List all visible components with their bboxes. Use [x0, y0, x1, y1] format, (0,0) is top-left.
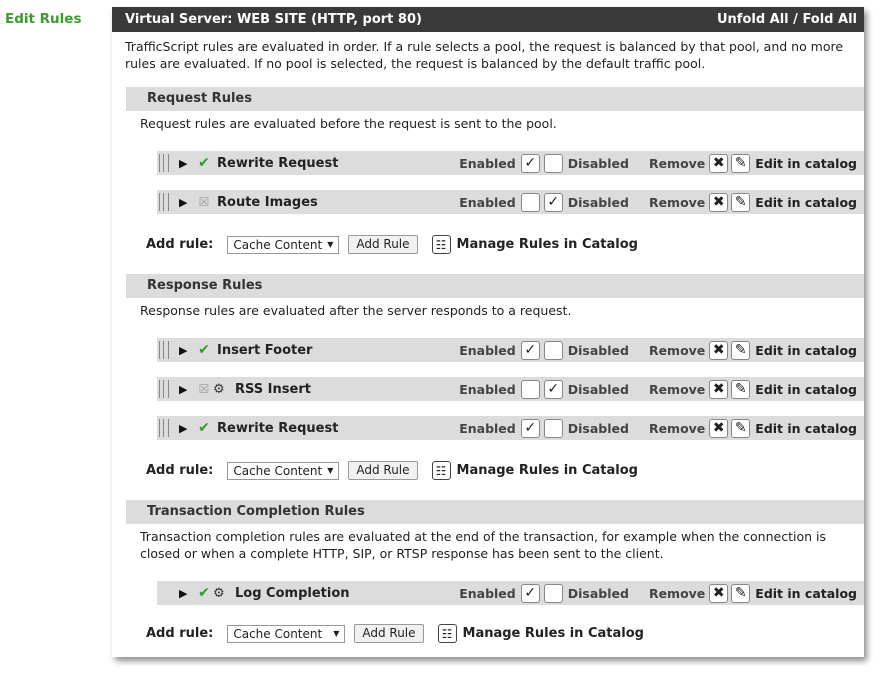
rule-select[interactable] [227, 236, 339, 254]
enabled-radio[interactable]: ✓ [521, 419, 540, 438]
rule-row [157, 338, 864, 362]
drag-handle-icon[interactable] [159, 419, 169, 437]
rule-controls [459, 341, 864, 360]
add-rule-button[interactable]: Add Rule [348, 235, 417, 254]
enabled-radio[interactable]: ✓ [521, 154, 540, 173]
enabled-check-icon: ✔ [198, 342, 210, 358]
rule-select-value: Cache Content [233, 237, 323, 252]
add-rule-button[interactable]: Add Rule [354, 624, 423, 643]
completion-rules-section [126, 500, 864, 641]
enabled-label: Enabled [459, 585, 516, 601]
drag-handle-icon[interactable] [159, 193, 169, 211]
add-rule-row [146, 461, 638, 480]
edit-pencil-icon[interactable]: ✎ [731, 380, 750, 399]
edit-pencil-icon[interactable]: ✎ [731, 419, 750, 438]
rule-name: Log Completion [235, 585, 350, 601]
rule-row [157, 416, 864, 440]
manage-rules-link[interactable]: Manage Rules in Catalog [462, 626, 644, 641]
edit-in-catalog-link[interactable]: Edit in catalog [755, 194, 857, 210]
add-rule-label: Add rule: [146, 463, 214, 478]
rule-row [157, 190, 864, 214]
disabled-radio[interactable]: ✓ [544, 193, 563, 212]
manage-rules-link[interactable]: Manage Rules in Catalog [456, 237, 638, 252]
enabled-check-icon: ✔ [198, 155, 210, 171]
disabled-x-icon: ☒ [198, 195, 210, 209]
enabled-radio[interactable] [521, 380, 540, 399]
expand-triangle-icon[interactable]: ▶ [179, 421, 188, 435]
rule-select[interactable] [227, 462, 339, 480]
section-description: Response rules are evaluated after the server responds to a request. [140, 303, 572, 318]
intro-text: TrafficScript rules are evaluated in order. If a rule selects a pool, the request is balanced by that pool, and no more rules are evaluated. If no pool is selected, the request is balanced by the default traffic pool. [125, 39, 844, 71]
expand-triangle-icon[interactable]: ▶ [179, 343, 188, 357]
clipboard-icon: ☷ [432, 461, 451, 480]
expand-triangle-icon[interactable]: ▶ [179, 382, 188, 396]
disabled-radio[interactable] [544, 154, 563, 173]
clipboard-icon: ☷ [438, 624, 457, 643]
disabled-label: Disabled [567, 155, 629, 171]
edit-pencil-icon[interactable]: ✎ [731, 193, 750, 212]
remove-icon[interactable]: ✖ [709, 584, 728, 603]
gear-icon: ⚙ [213, 381, 225, 397]
rule-row [157, 581, 864, 605]
expand-triangle-icon[interactable]: ▶ [179, 156, 188, 170]
rule-controls [459, 380, 864, 399]
remove-label: Remove [648, 420, 706, 436]
manage-rules-link[interactable]: Manage Rules in Catalog [456, 463, 638, 478]
enabled-check-icon: ✔ [198, 585, 210, 601]
disabled-x-icon: ☒ [198, 382, 210, 396]
response-rules-section [126, 274, 864, 478]
section-title: Response Rules [126, 274, 864, 298]
rule-row [157, 377, 864, 401]
remove-icon[interactable]: ✖ [709, 193, 728, 212]
clipboard-icon: ☷ [432, 235, 451, 254]
add-rule-label: Add rule: [146, 626, 214, 641]
enabled-label: Enabled [459, 155, 516, 171]
chevron-down-icon: ▼ [327, 240, 334, 249]
remove-label: Remove [648, 381, 706, 397]
edit-in-catalog-link[interactable]: Edit in catalog [755, 381, 857, 397]
virtual-server-panel [112, 7, 864, 657]
edit-in-catalog-link[interactable]: Edit in catalog [755, 342, 857, 358]
rule-controls [459, 154, 864, 173]
edit-pencil-icon[interactable]: ✎ [731, 584, 750, 603]
expand-triangle-icon[interactable]: ▶ [179, 586, 188, 600]
rule-name: Route Images [217, 194, 318, 210]
section-title: Request Rules [126, 87, 864, 111]
rule-name: Rewrite Request [217, 420, 339, 436]
rule-select[interactable] [227, 625, 345, 643]
edit-in-catalog-link[interactable]: Edit in catalog [755, 155, 857, 171]
remove-label: Remove [648, 155, 706, 171]
gear-icon: ⚙ [213, 585, 225, 601]
remove-label: Remove [648, 585, 706, 601]
virtual-server-title: Virtual Server: WEB SITE (HTTP, port 80) [125, 12, 422, 27]
page-title: Edit Rules [5, 11, 82, 27]
section-title: Transaction Completion Rules [126, 500, 864, 524]
edit-in-catalog-link[interactable]: Edit in catalog [755, 585, 857, 601]
rule-row [157, 151, 864, 175]
enabled-label: Enabled [459, 420, 516, 436]
enabled-label: Enabled [459, 381, 516, 397]
expand-triangle-icon[interactable]: ▶ [179, 195, 188, 209]
rule-name: RSS Insert [235, 381, 311, 397]
section-description: Transaction completion rules are evaluated at the end of the transaction, for example when the connection is closed or when a complete HTTP, SIP, or RTSP response has been sent to the client. [140, 529, 826, 561]
drag-handle-icon[interactable] [159, 380, 169, 398]
add-rule-label: Add rule: [146, 237, 214, 252]
disabled-label: Disabled [567, 585, 629, 601]
rule-select-value: Cache Content [233, 463, 323, 478]
rule-name: Insert Footer [217, 342, 313, 358]
chevron-down-icon: ▼ [327, 466, 334, 475]
panel-header [112, 7, 864, 32]
disabled-radio[interactable]: ✓ [544, 380, 563, 399]
add-rule-row [146, 624, 644, 643]
enabled-check-icon: ✔ [198, 420, 210, 436]
disabled-radio[interactable] [544, 584, 563, 603]
enabled-radio[interactable]: ✓ [521, 584, 540, 603]
rule-controls [459, 584, 864, 603]
disabled-radio[interactable] [544, 419, 563, 438]
chevron-down-icon: ▼ [333, 629, 340, 638]
remove-label: Remove [648, 342, 706, 358]
remove-icon[interactable]: ✖ [709, 154, 728, 173]
drag-handle-icon[interactable] [159, 341, 169, 359]
edit-pencil-icon[interactable]: ✎ [731, 341, 750, 360]
section-description: Request rules are evaluated before the request is sent to the pool. [140, 116, 557, 131]
enabled-label: Enabled [459, 194, 516, 210]
enabled-label: Enabled [459, 342, 516, 358]
disabled-label: Disabled [567, 194, 629, 210]
disabled-label: Disabled [567, 342, 629, 358]
disabled-label: Disabled [567, 381, 629, 397]
rule-controls [459, 193, 864, 212]
edit-pencil-icon[interactable]: ✎ [731, 154, 750, 173]
add-rule-row [146, 235, 638, 254]
rule-name: Rewrite Request [217, 155, 339, 171]
disabled-label: Disabled [567, 420, 629, 436]
remove-icon[interactable]: ✖ [709, 419, 728, 438]
remove-icon[interactable]: ✖ [709, 341, 728, 360]
add-rule-button[interactable]: Add Rule [348, 461, 417, 480]
rule-select-value: Cache Content [233, 626, 323, 641]
disabled-radio[interactable] [544, 341, 563, 360]
edit-in-catalog-link[interactable]: Edit in catalog [755, 420, 857, 436]
enabled-radio[interactable]: ✓ [521, 341, 540, 360]
remove-icon[interactable]: ✖ [709, 380, 728, 399]
drag-handle-icon[interactable] [159, 154, 169, 172]
rule-controls [459, 419, 864, 438]
unfold-fold-all-link[interactable]: Unfold All / Fold All [716, 12, 857, 27]
remove-label: Remove [648, 194, 706, 210]
enabled-radio[interactable] [521, 193, 540, 212]
request-rules-section [126, 87, 864, 252]
